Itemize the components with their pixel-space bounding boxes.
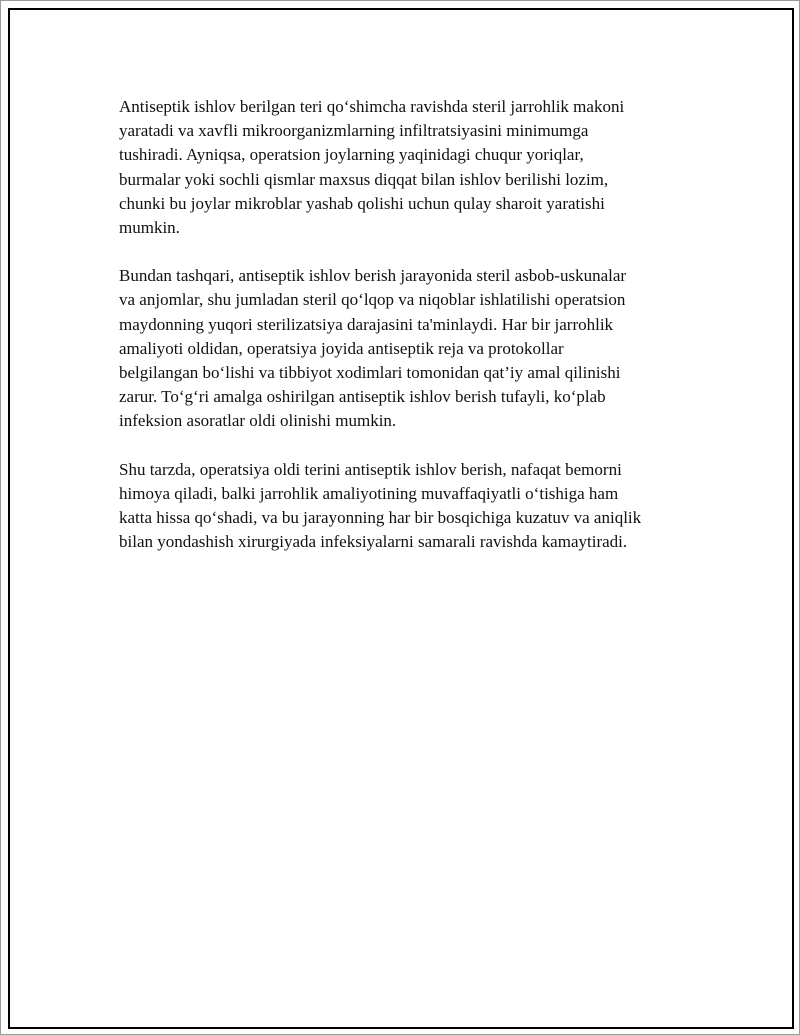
text-line: Antiseptik ishlov berilgan teri qo‘shimcha ravishda steril jarrohlik makoni xyxy=(119,97,625,116)
paragraph-2 xyxy=(119,264,709,433)
document-body xyxy=(119,95,709,578)
text-line: katta hissa qo‘shadi, va bu jarayonning har bir bosqichiga kuzatuv va aniqlik xyxy=(119,508,642,528)
text-line: amaliyoti oldidan, operatsiya joyida antiseptik reja va protokollar xyxy=(119,338,564,358)
text-line: maydonning yuqori sterilizatsiya darajasini ta'minlaydi. Har bir jarrohlik xyxy=(119,314,614,334)
paragraph-1 xyxy=(119,95,709,240)
text-line: va anjomlar, shu jumladan steril qo‘lqop va niqoblar ishlatilishi operatsion xyxy=(119,290,626,310)
text-line: belgilangan bo‘lishi va tibbiyot xodimlari tomonidan qat’iy amal qilinishi xyxy=(119,363,621,383)
text-line: burmalar yoki sochli qismlar maxsus diqqat bilan ishlov berilishi lozim, xyxy=(119,169,609,189)
text-line: bilan yondashish xirurgiyada infeksiyalarni samarali ravishda kamaytiradi. xyxy=(119,532,628,552)
paragraph-3 xyxy=(119,458,709,555)
text-line: tushiradi. Ayniqsa, operatsion joylarning yaqinidagi chuqur yoriqlar, xyxy=(119,145,584,165)
text-line: Bundan tashqari, antiseptik ishlov berish jarayonida steril asbob-uskunalar xyxy=(119,266,627,286)
text-line: chunki bu joylar mikroblar yashab qolishi uchun qulay sharoit yaratishi xyxy=(119,193,605,213)
text-line: infeksion asoratlar oldi olinishi mumkin. xyxy=(119,411,397,431)
text-line: mumkin. xyxy=(119,218,180,238)
text-line: Shu tarzda, operatsiya oldi terini antiseptik ishlov berish, nafaqat bemorni xyxy=(119,459,622,479)
text-line: himoya qiladi, balki jarrohlik amaliyotining muvaffaqiyatli o‘tishiga ham xyxy=(119,483,619,503)
text-line: zarur. To‘g‘ri amalga oshirilgan antiseptik ishlov berish tufayli, ko‘plab xyxy=(119,387,606,407)
text-line: yaratadi va xavfli mikroorganizmlarning infiltratsiyasini minimumga xyxy=(119,121,589,141)
